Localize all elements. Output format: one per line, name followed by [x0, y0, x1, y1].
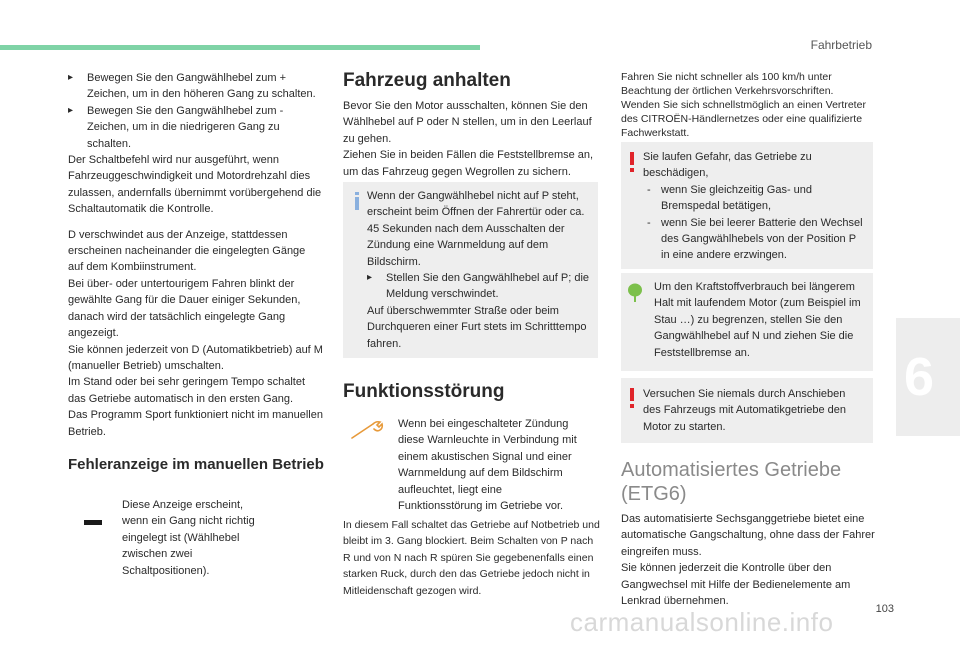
warning-exclamation-icon — [629, 388, 635, 413]
info-icon — [353, 192, 359, 208]
paragraph: Fahren Sie nicht schneller als 100 km/h unter Beachtung der örtlichen Verkehrsvorschriften. — [621, 71, 834, 97]
column-right-bottom — [621, 511, 875, 609]
paragraph: Das automatisierte Sechsganggetriebe bietet eine automatische Gangschaltung, ohne dass der Fahrer eingreifen muss. — [621, 513, 875, 558]
gear-fault-indicator-icon — [84, 520, 102, 525]
section-heading: Automatisiertes Getriebe (ETG6) — [621, 459, 842, 505]
paragraph: Ziehen Sie in beiden Fällen die Feststellbremse an, um das Fahrzeug gegen Wegrollen zu sichern. — [343, 149, 594, 178]
bullet-text: Bewegen Sie den Gangwählhebel zum - Zeichen, um in die niedrigeren Gang zu schalten. — [87, 104, 284, 150]
paragraph: Das Programm Sport funktioniert nicht im manuellen Betrieb. — [68, 409, 323, 438]
wrench-icon — [351, 420, 385, 445]
page-number: 103 — [875, 603, 894, 615]
list-item — [68, 70, 323, 103]
watermark: carmanualsonline.info — [570, 607, 834, 637]
list-item: ▸ Stellen Sie den Gangwählhebel auf P; die Meldung verschwindet. — [367, 272, 590, 301]
info-text: Auf überschwemmter Straße oder beim Durchqueren einer Furt stets im Schritttempo fahren. — [367, 304, 587, 350]
warning-light-description: Wenn bei eingeschalteter Zündung diese Warnleuchte in Verbindung mit einem akustischen Signal und einer Warnmeldung auf dem Bildschirm aufleuchtet, liegt eine Funktionsstörung im Getriebe vor. — [398, 418, 577, 513]
paragraph: Sie können jederzeit von D (Automatikbetrieb) auf M (manueller Betrieb) umschalten. — [68, 343, 323, 372]
section-heading: Fahrzeug anhalten — [343, 70, 511, 91]
column-middle-top — [343, 98, 601, 180]
section-heading: Fehleranzeige im manuellen Betrieb — [68, 456, 324, 473]
list-item — [68, 103, 323, 152]
info-box — [343, 182, 598, 358]
paragraph: Im Stand oder bei sehr geringem Tempo schaltet das Getriebe automatisch in den ersten Gang. — [68, 376, 306, 405]
paragraph: D verschwindet aus der Anzeige, stattdessen erscheinen nacheinander die eingelegten Gänge auf dem Kombiinstrument. — [68, 228, 306, 274]
paragraph: Bei über- oder untertourigem Fahren blinkt der gewählte Gang für die Dauer einiger Sekunden, danach wird der tatsächlich eingelegte Gang angezeigt. — [68, 277, 301, 340]
list-item: - wenn Sie bei leerer Batterie den Wechsel des Gangwählhebels von der Position P in eine andere erzwingen. — [647, 216, 863, 262]
paragraph: Bevor Sie den Motor ausschalten, können Sie den Wählhebel auf P oder N stellen, um in den Leerlauf zu gehen. — [343, 100, 592, 145]
arrow-bullet-icon: ▸ — [68, 104, 74, 116]
column-left — [68, 70, 323, 440]
bullet-text: Bewegen Sie den Gangwählhebel zum + Zeichen, um in den höheren Gang zu schalten. — [87, 72, 316, 101]
indicator-description: Diese Anzeige erscheint, wenn ein Gang nicht richtig eingelegt ist (Wählhebel zwischen zwei Schaltpositionen). — [122, 499, 255, 577]
column-right-top — [621, 70, 875, 140]
chapter-number: 6 — [903, 347, 934, 407]
eco-tree-icon — [627, 283, 643, 308]
paragraph: Der Schaltbefehl wird nur ausgeführt, wenn Fahrzeuggeschwindigkeit und Motordrehzahl dies zulassen, andernfalls übernimmt vorübergehend die Schaltautomatik die Kontrolle. — [68, 154, 322, 216]
header-accent-bar — [0, 45, 480, 50]
arrow-bullet-icon: ▸ — [367, 272, 373, 284]
eco-box: Um den Kraftstoffverbrauch bei längerem Halt mit laufendem Motor (zum Beispiel im Stau …) zu begrenzen, stellen Sie den Gangwählhebel auf N und ziehen Sie die Feststellbremse an. — [621, 273, 873, 371]
warning-box: Sie laufen Gefahr, das Getriebe zu beschädigen, - wenn Sie gleichzeitig Gas- und Bremspedal betätigen, - wenn Sie bei leerer Batterie den Wechsel des Gangwählhebels von der Position P in eine andere erzwingen. — [621, 142, 873, 269]
warning-box: Versuchen Sie niemals durch Anschieben des Fahrzeugs mit Automatikgetriebe den Motor zu starten. — [621, 378, 873, 443]
list-item: - wenn Sie gleichzeitig Gas- und Bremspedal betätigen, — [647, 183, 813, 213]
info-text: Wenn der Gangwählhebel nicht auf P steht, erscheint beim Öffnen der Fahrertür oder ca. 45 Sekunden nach dem Ausschalten der Zündung eine Warnmeldung auf dem Bildschirm. — [367, 190, 585, 268]
paragraph: Sie können jederzeit die Kontrolle über den Gangwechsel mit Hilfe der Bedienelemente am Lenkrad übernehmen. — [621, 562, 851, 608]
warning-exclamation-icon — [629, 152, 635, 177]
section-title: Fahrbetrieb — [810, 38, 872, 52]
paragraph: Wenden Sie sich schnellstmöglich an einen Vertreter des CITROËN-Händlernetzes oder eine qualifizierte Fachwerkstatt. — [621, 99, 866, 139]
paragraph: In diesem Fall schaltet das Getriebe auf Notbetrieb und bleibt im 3. Gang blockiert. Beim Schalten von P nach R und von N nach R spüren Sie gegebenenfalls einen starken Ruck, durch den das Getriebe jedoch nicht in Mitleidenschaft gezogen wird. — [343, 519, 600, 597]
section-heading: Funktionsstörung — [343, 381, 505, 402]
arrow-bullet-icon: ▸ — [68, 72, 74, 83]
